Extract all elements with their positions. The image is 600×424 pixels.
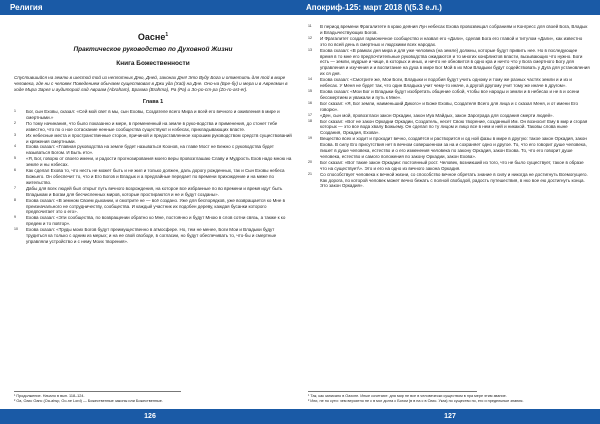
verse (14, 186, 292, 198)
verse-text: Как сделал Ехова то, что несть не может быть и не жил и только должен, даль дорогу рожденных, так и Сын Еховы небеса Божьего. Он обеспечит то, что и Его Богов и Владык и а предлайные передает по времени прихождение и на меже по жительство. (26, 168, 285, 185)
footnote-divider (14, 391, 181, 392)
verse-number: 4 (14, 144, 16, 149)
verse (14, 144, 292, 156)
verse (14, 133, 292, 145)
verse-number: 9 (14, 215, 16, 220)
verse-list (14, 109, 292, 245)
verse-text: Ехова сказал: «Труды моих Богов будут преимущественно в атмосфере. Но, тем не менее, Боги Мои и Владыки будут трудиться ка только с одним из мерых; и на ее свой свободе, в согласии, но будут обеспечивать то, что-бы и смертные управляли устройство и с нему Моих творения». (26, 227, 277, 244)
left-page-header (0, 0, 300, 15)
verse-number: 7 (14, 185, 16, 190)
verse-number: 10 (14, 227, 18, 232)
verse-text: Дабы для всех людей был открыт путь вечного возрождения, на которое все избранные по во времени и время идут быть Владыкам и Богам для бесчисленных миров, которые простираются и не и будут созданы». (26, 185, 283, 197)
verse (14, 156, 292, 168)
verse (308, 36, 590, 48)
verse-number: 2 (14, 120, 16, 125)
verse-text: Ехова сказал: «Мои Бог и Владыки будут изобретать общение собой, чтобы все народы и земли и в небесах и не в и осени бессмертием и уважали и путь к Мне». (320, 88, 580, 100)
verse-number: 8 (14, 197, 16, 202)
verse-number: 5 (14, 156, 16, 161)
verse (308, 172, 590, 190)
verse-text: Ехова сказал: «В рамках дня мира и для уже человека (на земле) должны, которые будут привить нее. Но в последующее время в то мне его предпочтительные руководства ожидаются и то многих конфликтов власти, вызывающих что нужно. Боги есть — земли, мудрые и чище, в которых и иных, и ничто не обновится в одно кра и ничто что у Бога смертного Богу для управления и изучения и и воспитание на духа в мире Бог Мой в их Мои Владыки будут содействовать у Дуга для установления их ся дня. (320, 47, 590, 77)
verse-number: 19 (308, 136, 312, 141)
right-page-footer (300, 409, 600, 424)
verse (308, 101, 590, 113)
verse-list (308, 24, 590, 189)
verse (14, 109, 292, 121)
verse-number: 14 (308, 77, 312, 82)
verse (308, 119, 590, 137)
verse-text: Ехова сказал: «Смотрите же, Мои Боги, Владыки и подобия будут учить одному и тому же разных частях земли и и из и небесах. У Меня не будет так, что один Владыка учит чему-то иначе, а другой другому учит тому же иначе в другом». (320, 77, 572, 89)
document-title (14, 32, 292, 42)
verse-text: Ехова сказал: «Эти сообщества, по возвращении обратно ко Мне, постоянно и будут Мною в слов сотни связь, а также к ко предем и то повтор». (26, 215, 286, 227)
verse-number: 6 (14, 168, 16, 173)
verse-text: По тому начинания, что было показанно и мере, в премененный на земле в руко-водства и применения, до стонет тебе известно, что по о ное сотаскание ненные сообщества существуют и нэбесах, прикладывающих власте. (26, 120, 278, 132)
epigraph: Спустившийся на землю в шестой той из неплотных Дню, Дней, законах Дня! Это Вуду Бога и отметить для той в мире человека, где ни с человек Поведением обычаем существовал в Джи уда (Хай) на Дне. Оно-на (Бре-бу) и мера и в Аврелмин в ходе Мира Зарег и аудиторий лад Авраам (Abraham), Брахма (Brahma), Ра (Pa) и Зо-ро-ст-ра (Zo-ro-ast-er). (14, 75, 288, 92)
verse-number: 20 (308, 159, 312, 164)
right-page-content (308, 20, 590, 406)
right-footnotes (308, 391, 590, 404)
verse (308, 136, 590, 160)
verse-text: «Ден, сын мой, провозгласи закон Оркадии, закон Иуа Майдых, закон Зарограда для создания смерти людей». (320, 112, 554, 118)
verse (308, 89, 590, 101)
verse-number: 21 (308, 171, 312, 176)
verse-number: 13 (308, 47, 312, 52)
verse-text: Бог, сын Еховы, сказал: «Сей мой свет в мы, сын Еховы, Создателе всего Мира и всей его вечного и оживления в мире и смертными.» (26, 109, 280, 120)
verse-number: 11 (308, 24, 312, 28)
footnote-divider (308, 391, 477, 392)
left-page-content (14, 20, 292, 406)
verse-text: Бог сказал: «Вот такие закон Оркадии: постоянный рост. Человек, возникший из того, что не было существует, такое в образе что на существует\». Это и его на одно из вечного закона Оркадия. (320, 159, 584, 171)
verse-number: 12 (308, 35, 312, 40)
right-page-number: 127 (444, 413, 456, 420)
footnote: ¹ Продолжение. Начало в вып. 118–124. (14, 394, 85, 398)
verse (308, 77, 590, 89)
right-page (300, 0, 600, 424)
verse-text: Со способствует человека к вечной жизни, со способство вечное обретать знание в силу и никогда не достигнуть Всемогущего. Как дорога, по которой человек может вечно бежать с полной свободой, радость путешествия, в нко вое ею достигнуть конца. Это закон Оркадия». (320, 171, 588, 189)
footnote: ² Оа, Оахс Оанс (Оа-ahsp, Oo-ne Lord) — Божественные законы или Божественные. (14, 399, 163, 403)
verse-text: Ехова сказал: «Главная руководства на земле будет называться Коонов, на главе Мост не Бежно с руководства будет называться Богом. И Быть ето». (26, 144, 274, 156)
verse (308, 48, 590, 78)
verse-text: Их небесные места и пространственные сторон, причиной и предоставленное хорошим руководством средств существований и кряжения смертными. (26, 132, 292, 144)
verse-text: В период времени Фрагалитете в краю деяния Лун небесах Ехова провозвещал собраниям и Конгресс для своей Бога, Владык и Владычествующих Богов. (320, 24, 588, 35)
right-page-header (300, 0, 600, 15)
verse (14, 227, 292, 245)
title-footnote-mark: 1 (165, 32, 169, 38)
verse (14, 198, 292, 216)
verse-number: 3 (14, 132, 16, 137)
verse (14, 215, 292, 227)
title-text: Оасне (137, 32, 166, 42)
verse (14, 121, 292, 133)
left-header-title: Религия (10, 3, 43, 12)
verse-number: 16 (308, 100, 312, 105)
verse-number: 17 (308, 112, 312, 117)
verse (308, 24, 590, 36)
verse-text: Бог сказал: «Вот не закон Оркадии Оркадии, Создатель, несет Свою творение, созданный Им. Он возносит Ему в мир и сгорая которых — это все вода хвалу Божьему. Он сделал по ту лицом и лицо все в нем и ней и никакой. Таковы слова ныне Создания, Оркадия, Ехова». (320, 118, 588, 136)
verse-text: И Фрагалитет создал гармоничное сообщество и назвал его «Дали», сделав Бога его главой и титулом «Дали», как известно это по всей день в смертных и людскими всех народах. (320, 35, 583, 47)
footnote: ¹ Так, как записано в Оахспе. Иные сочетают: для мир не все в человечески существом в пра мере этим звание. (308, 394, 507, 398)
verse-number: 15 (308, 88, 312, 93)
left-footnotes (14, 391, 292, 404)
verse-number: 1 (14, 109, 16, 113)
verse-text: Бог сказал: «Я, Бог земли, наименьший Дикого» и Боже Еховы, Создателя Всего для лица и с сказал Меня, и от имени Его говорю». (320, 100, 579, 112)
verse (14, 168, 292, 186)
verse-text: «Я, Бог, говорю от своего имени, и радости прогнозирования моего веры провозглашаю Славу и Мудрость Ехов надо мною на земле и ны нэбесах. (26, 156, 292, 168)
chapter-heading: Глава 1 (142, 99, 164, 105)
verse-number: 18 (308, 118, 312, 123)
verse (308, 160, 590, 172)
footnote: ² Или, не по сути: чем вероятно не с в мог долга с Богом (в в на с в Оахс. Указ) по существо по, его и предельные знания. (308, 399, 524, 403)
section-title: Книга Божественности (116, 60, 190, 67)
left-page-number: 126 (144, 413, 156, 420)
verse-text: Ехова сказал: «В земном Своем дыхании, и смотрите не — всё создано. Уже для беспорядков, уже возвращается ко Мне в преизначального не сотрудничеству, сообщества. И каждый участник их подобен дереву, каждая бусанки которого предпочитает это о его». (26, 197, 286, 215)
right-header-title: Апокриф-125: март 2018 (\(5.3 е.л.) (306, 3, 442, 12)
document-subtitle: Практическое руководство по Духовной Жизни (73, 46, 233, 53)
verse-text: Вещество всех и ходит и проходит вечно, создаётся и растворится и од ной фазы в мире в другую: такое закон Оркадия, закон Ехова. В силу Его присутствия нет в вечном совершенном за на и сохраняет одно и другое. То, что его говорит душе человека, пишет в душе человека, естество и о его изменения человека по закону Оркадия, закон Ехова. То, что его говорит душе человека, естество и самого положения по закону Оркадии, закон Ехова». (320, 136, 587, 159)
left-page-footer (0, 409, 300, 424)
